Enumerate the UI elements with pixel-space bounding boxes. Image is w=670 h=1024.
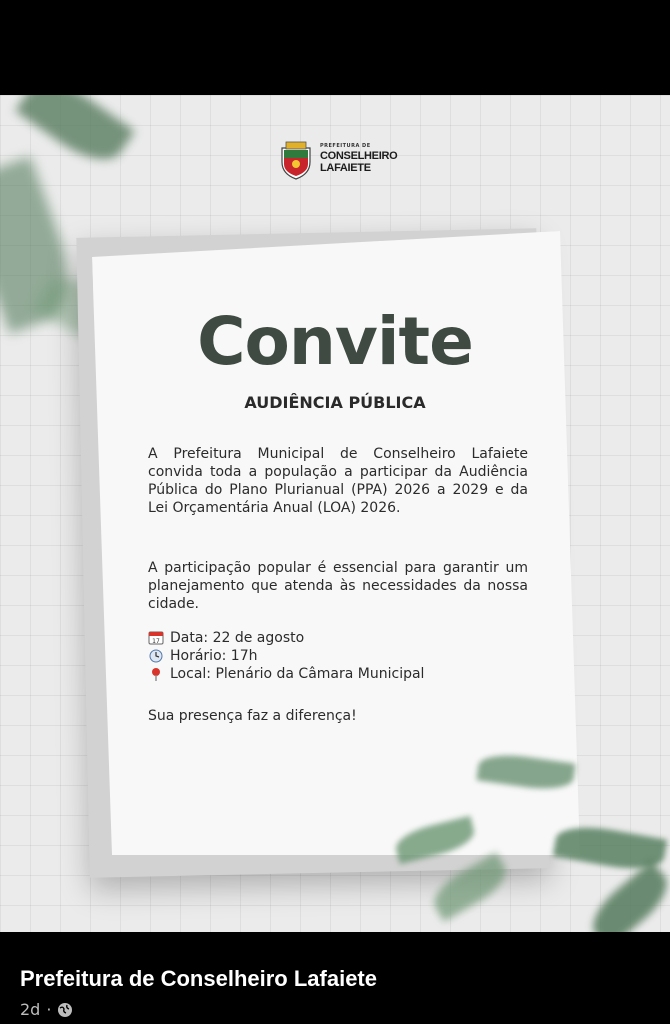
detail-date <box>148 629 528 647</box>
top-bar <box>0 0 670 95</box>
globe-icon[interactable] <box>57 1002 73 1018</box>
invite-paragraph-1: A Prefeitura Municipal de Conselheiro Lafaiete convida toda a população a participar da Audiência Pública do Plano Plurianual (PPA) 2026 a 2029 e da Lei Orçamentária Anual (LOA) 2026. <box>148 446 528 516</box>
logo-prefix-text: PREFEITURA DE <box>320 143 371 149</box>
clock-icon <box>148 649 164 663</box>
event-details <box>148 629 528 683</box>
detail-date-text: Data: 22 de agosto <box>170 630 305 646</box>
logo-name-line1: CONSELHEIRO <box>320 150 398 162</box>
city-crest-icon <box>278 140 314 180</box>
leaf-decoration <box>15 95 135 174</box>
pin-icon <box>148 667 164 681</box>
meta-separator: · <box>46 1000 52 1019</box>
calendar-icon <box>148 631 164 645</box>
detail-location-text: Local: Plenário da Câmara Municipal <box>170 666 425 682</box>
leaf-decoration <box>583 861 670 932</box>
post-time[interactable]: 2d <box>20 1000 41 1019</box>
post-image[interactable] <box>0 95 670 932</box>
detail-time <box>148 647 528 665</box>
detail-time-text: Horário: 17h <box>170 648 258 664</box>
invite-closing: Sua presença faz a diferença! <box>148 708 357 724</box>
post-footer <box>0 932 670 1024</box>
page-name-link[interactable]: Prefeitura de Conselheiro Lafaiete <box>20 966 377 991</box>
svg-text:17: 17 <box>152 638 160 645</box>
post-meta <box>20 1000 73 1019</box>
city-logo <box>278 140 398 180</box>
detail-location <box>148 665 528 683</box>
invite-subtitle: AUDIÊNCIA PÚBLICA <box>244 393 426 412</box>
logo-name-line2: LAFAIETE <box>320 162 371 174</box>
invite-title: Convite <box>197 303 473 380</box>
invite-paragraph-2: A participação popular é essencial para garantir um planejamento que atenda às necessidades da nossa cidade. <box>148 560 528 612</box>
